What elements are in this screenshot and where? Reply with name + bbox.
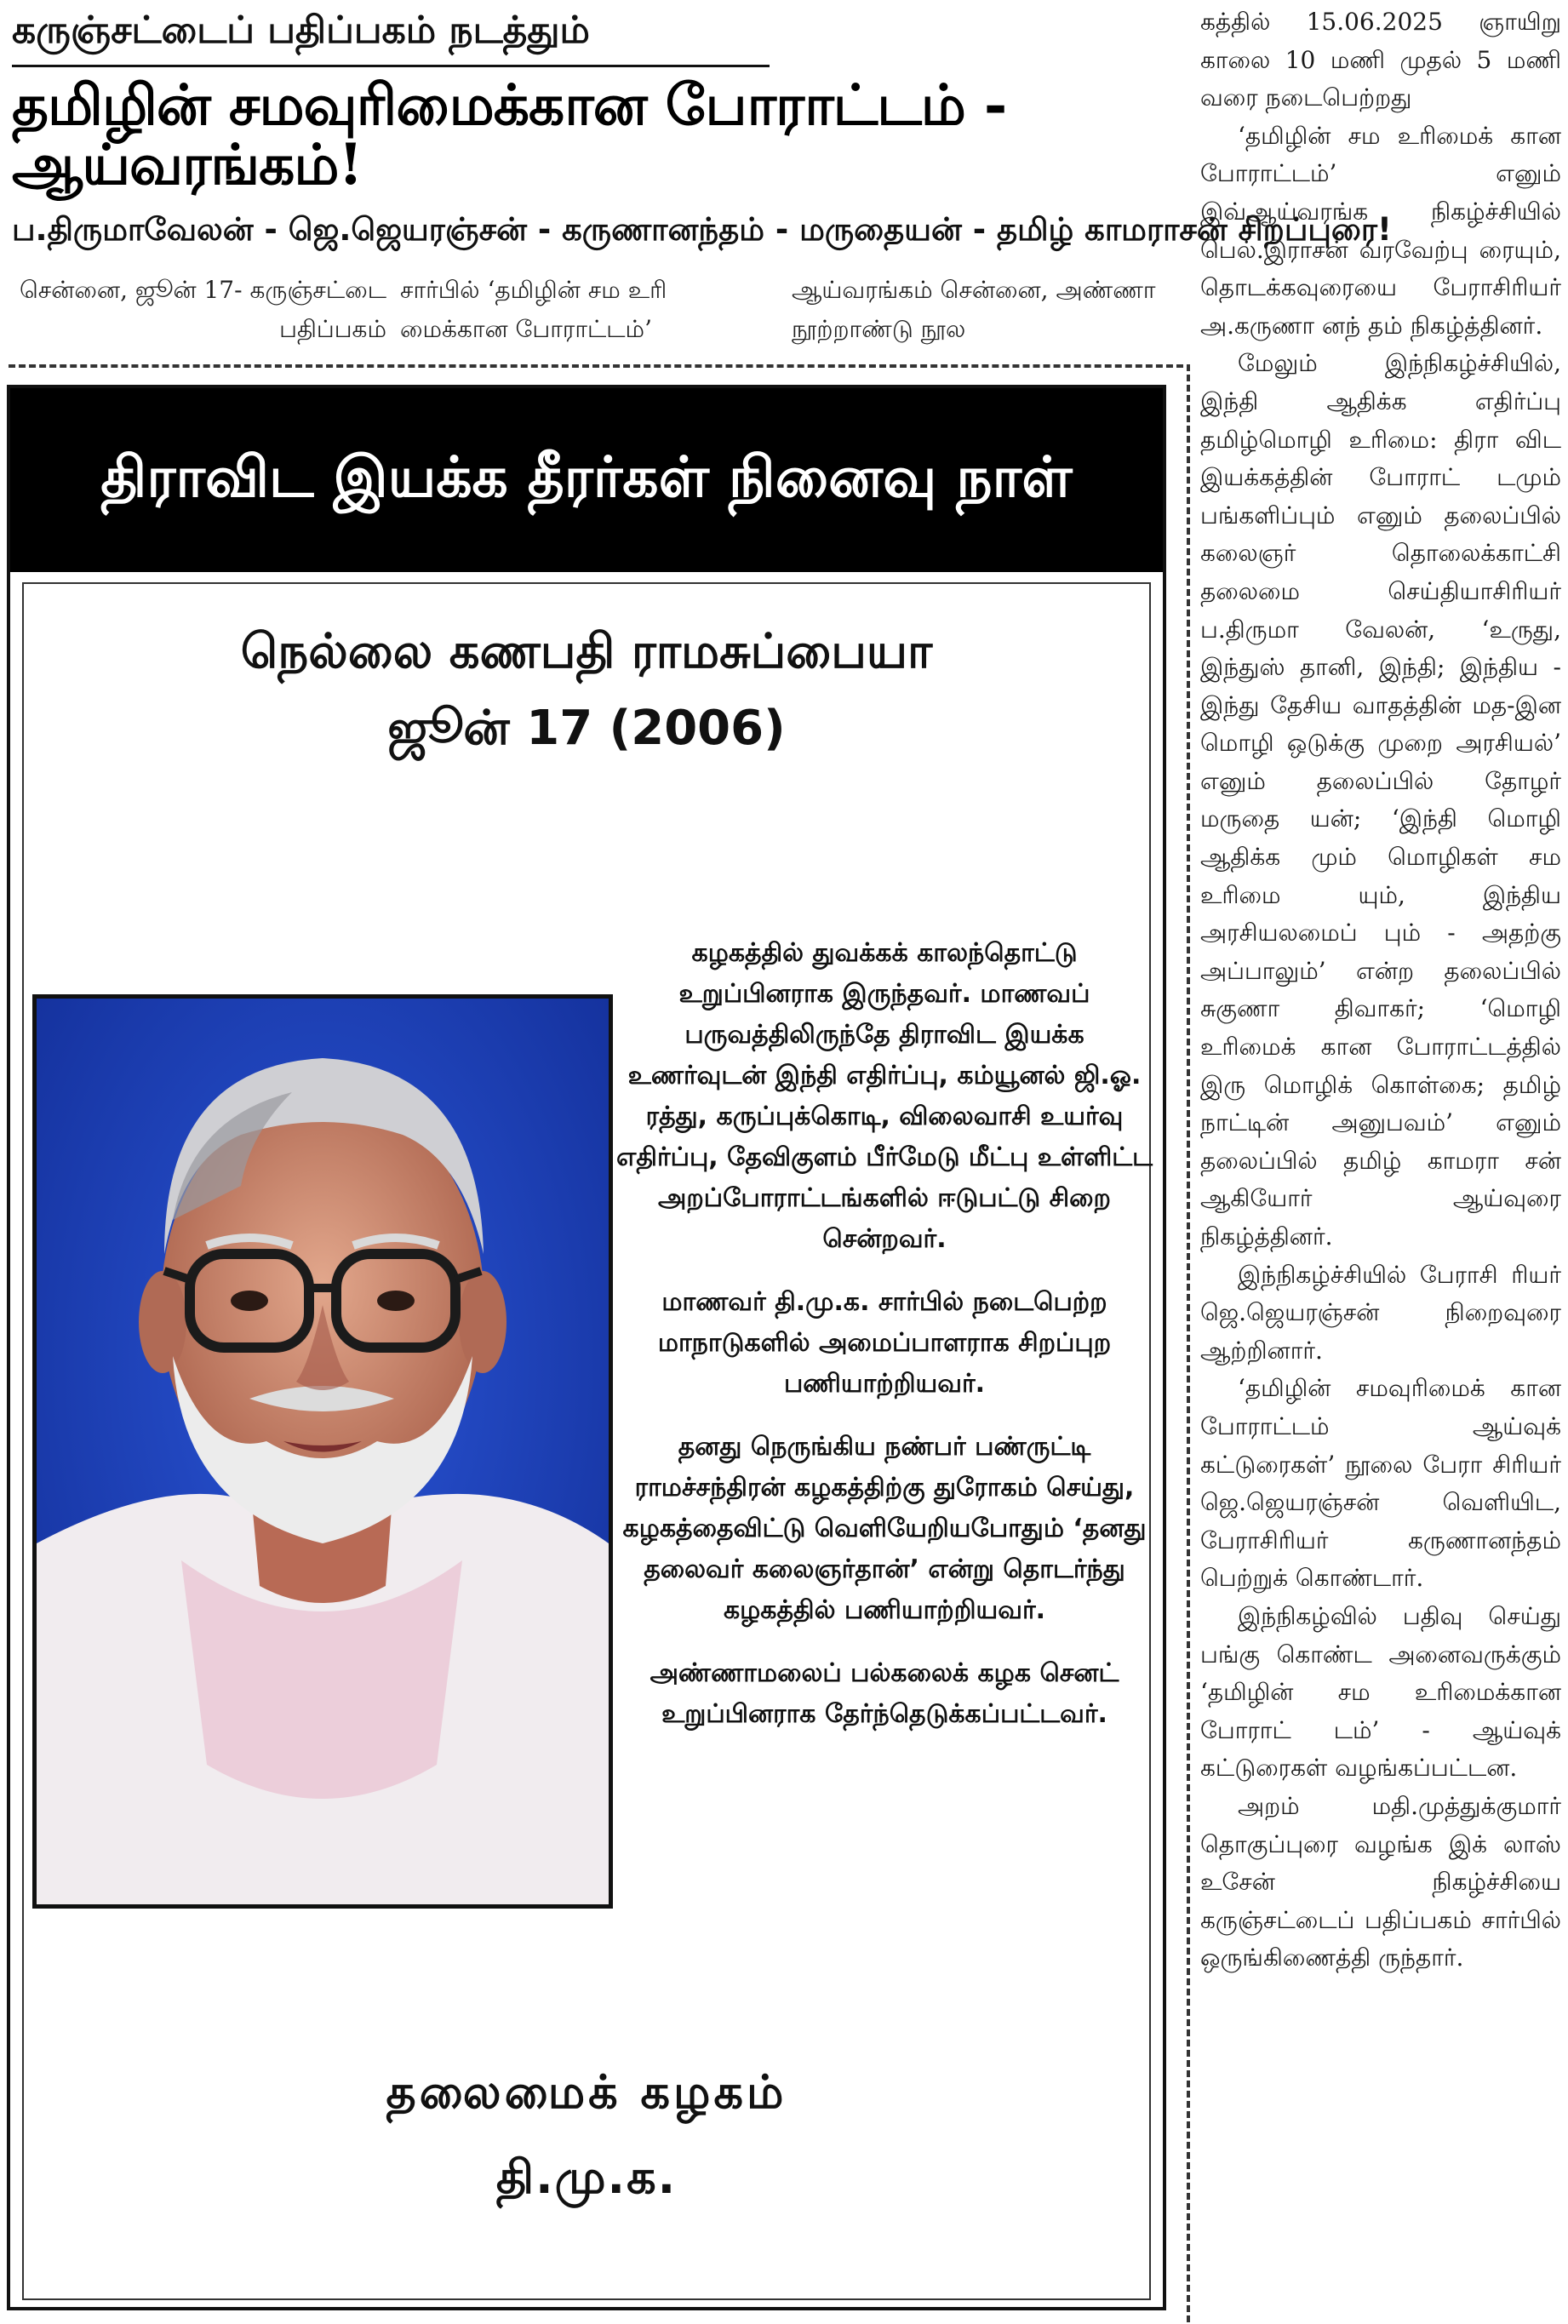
signature-party: தி.மு.க. <box>495 2150 678 2204</box>
obituary-biography <box>616 933 1153 1757</box>
article-headline: தமிழின் சமவுரிமைக்கான போராட்டம் - ஆய்வரங்கம்! <box>12 72 1007 197</box>
obituary-banner <box>10 388 1163 572</box>
article-paragraph: ‘தமிழின் சம உரிமைக் கான போராட்டம்’ எனும் இவ்ஆய்வரங்க நிகழ்ச்சியில் பெல்.இராசன் வரவேற்பு ரையும், தொடக்கவுரையை பேராசிரியர் அ.கருணா னந் தம் நிகழ்த்தினர். <box>1200 121 1561 340</box>
kicker-underline <box>12 65 770 67</box>
article-paragraph: கத்தில் 15.06.2025 ஞாயிறு காலை 10 மணி முதல் 5 மணி வரை நடைபெற்றது <box>1200 8 1561 112</box>
article-lead-column-2: சார்பில் ‘தமிழின் சம உரி மைக்கான போராட்டம்’ <box>400 276 667 343</box>
person-name: நெல்லை கணபதி ராமசுப்பையா <box>240 624 933 679</box>
article-paragraph: இந்நிகழ்ச்சியில் பேராசி ரியர் ஜெ.ஜெயரஞ்சன் நிறைவுரை ஆற்றினார். <box>1200 1260 1561 1365</box>
article-paragraph: ‘தமிழின் சமவுரிமைக் கான போராட்டம் ஆய்வுக் கட்டுரைகள்’ நூலை பேரா சிரியர் ஜெ.ஜெயரஞ்சன் வெளியிட, பேராசிரியர் கருணானந்தம் பெற்றுக் கொண்டார். <box>1200 1374 1561 1593</box>
signature-organization: தலைமைக் கழகம் <box>386 2065 787 2119</box>
bio-paragraph: மாணவர் தி.மு.க. சார்பில் நடைபெற்ற மாநாடுகளில் அமைப்பாளராக சிறப்புற பணியாற்றியவர். <box>657 1287 1112 1399</box>
memorial-date: ஜூன் 17 (2006) <box>387 701 786 756</box>
article-kicker: கருஞ்சட்டைப் பதிப்பகம் நடத்தும் <box>12 9 590 52</box>
article-lead-column-3: ஆய்வரங்கம் சென்னை, அண்ணா நூற்றாண்டு நூல <box>792 276 1156 343</box>
dashed-divider-horizontal <box>9 364 1183 368</box>
dashed-divider-vertical <box>1187 364 1190 2322</box>
bio-paragraph: அண்ணாமலைப் பல்கலைக் கழக செனட் உறுப்பினராக தேர்ந்தெடுக்கப்பட்டவர். <box>650 1658 1119 1729</box>
obituary-box <box>7 385 1166 2310</box>
article-subheadline: ப.திருமாவேலன் - ஜெ.ஜெயரஞ்சன் - கருணானந்தம் - மருதையன் - தமிழ் காமராசன் சிறப்புரை! <box>12 211 1392 248</box>
article-continuation-column <box>1200 3 1561 2319</box>
article-paragraph: இந்நிகழ்வில் பதிவு செய்து பங்கு கொண்ட அனைவருக்கும் ‘தமிழின் சம உரிமைக்கான போராட் டம்’ - ஆய்வுக் கட்டுரைகள் வழங்கப்பட்டன. <box>1200 1601 1561 1783</box>
bio-paragraph: கழகத்தில் துவக்கக் காலந்தொட்டு உறுப்பினராக இருந்தவர். மாணவப் பருவத்திலிருந்தே திராவிட இயக்க உணர்வுடன் இந்தி எதிர்ப்பு, கம்யூனல் ஜி.ஓ. ரத்து, கருப்புக்கொடி, விலைவாசி உயர்வு எதிர்ப்பு, தேவிகுளம் பீர்மேடு மீட்பு உள்ளிட்ட அறப்போராட்டங்களில் ஈடுபட்டு சிறை சென்றவர். <box>616 938 1153 1254</box>
article-lead-column-1: சென்னை, ஜூன் 17- கருஞ்சட்டை பதிப்பகம் <box>19 276 386 343</box>
portrait-photo <box>32 994 613 1909</box>
article-paragraph: மேலும் இந்நிகழ்ச்சியில், இந்தி ஆதிக்க எதிர்ப்பு தமிழ்மொழி உரிமை: திரா விட இயக்கத்தின் போராட் டமும் பங்களிப்பும் எனும் தலைப்பில் கலைஞர் தொலைக்காட்சி தலைமை செய்தியாசிரியர் ப.திருமா வேலன், ‘உருது, இந்துஸ் தானி, இந்தி; இந்திய - இந்து தேசிய வாதத்தின் மத-இன மொழி ஒடுக்கு முறை அரசியல்’ எனும் தலைப்பில் தோழர் மருதை யன்; ‘இந்தி மொழி ஆதிக்க மும் மொழிகள் சம உரிமை யும், இந்திய அரசியலமைப் பும் - அதற்கு அப்பாலும்’ என்ற தலைப்பில் சுகுணா திவாகர்; ‘மொழி உரிமைக் கான போராட்டத்தில் இரு மொழிக் கொள்கை; தமிழ் நாட்டின் அனுபவம்’ எனும் தலைப்பில் தமிழ் காமரா சன் ஆகியோர் ஆய்வுரை நிகழ்த்தினர். <box>1200 349 1561 1251</box>
portrait-illustration <box>37 999 609 1904</box>
article-paragraph: அறம் மதி.முத்துக்குமார் தொகுப்புரை வழங்க இக் லாஸ் உசேன் நிகழ்ச்சியை கருஞ்சட்டைப் பதிப்பகம் சார்பில் ஒருங்கிணைத்தி ருந்தார். <box>1200 1791 1561 1972</box>
obituary-banner-title: திராவிட இயக்க தீரர்கள் நினைவு நாள் <box>100 443 1073 510</box>
bio-paragraph: தனது நெருங்கிய நண்பர் பண்ருட்டி ராமச்சந்திரன் கழகத்திற்கு துரோகம் செய்து, கழகத்தைவிட்டு வெளியேறியபோதும் ‘தனது தலைவர் கலைஞர்தான்’ என்று தொடர்ந்து கழகத்தில் பணியாற்றியவர். <box>622 1432 1147 1625</box>
